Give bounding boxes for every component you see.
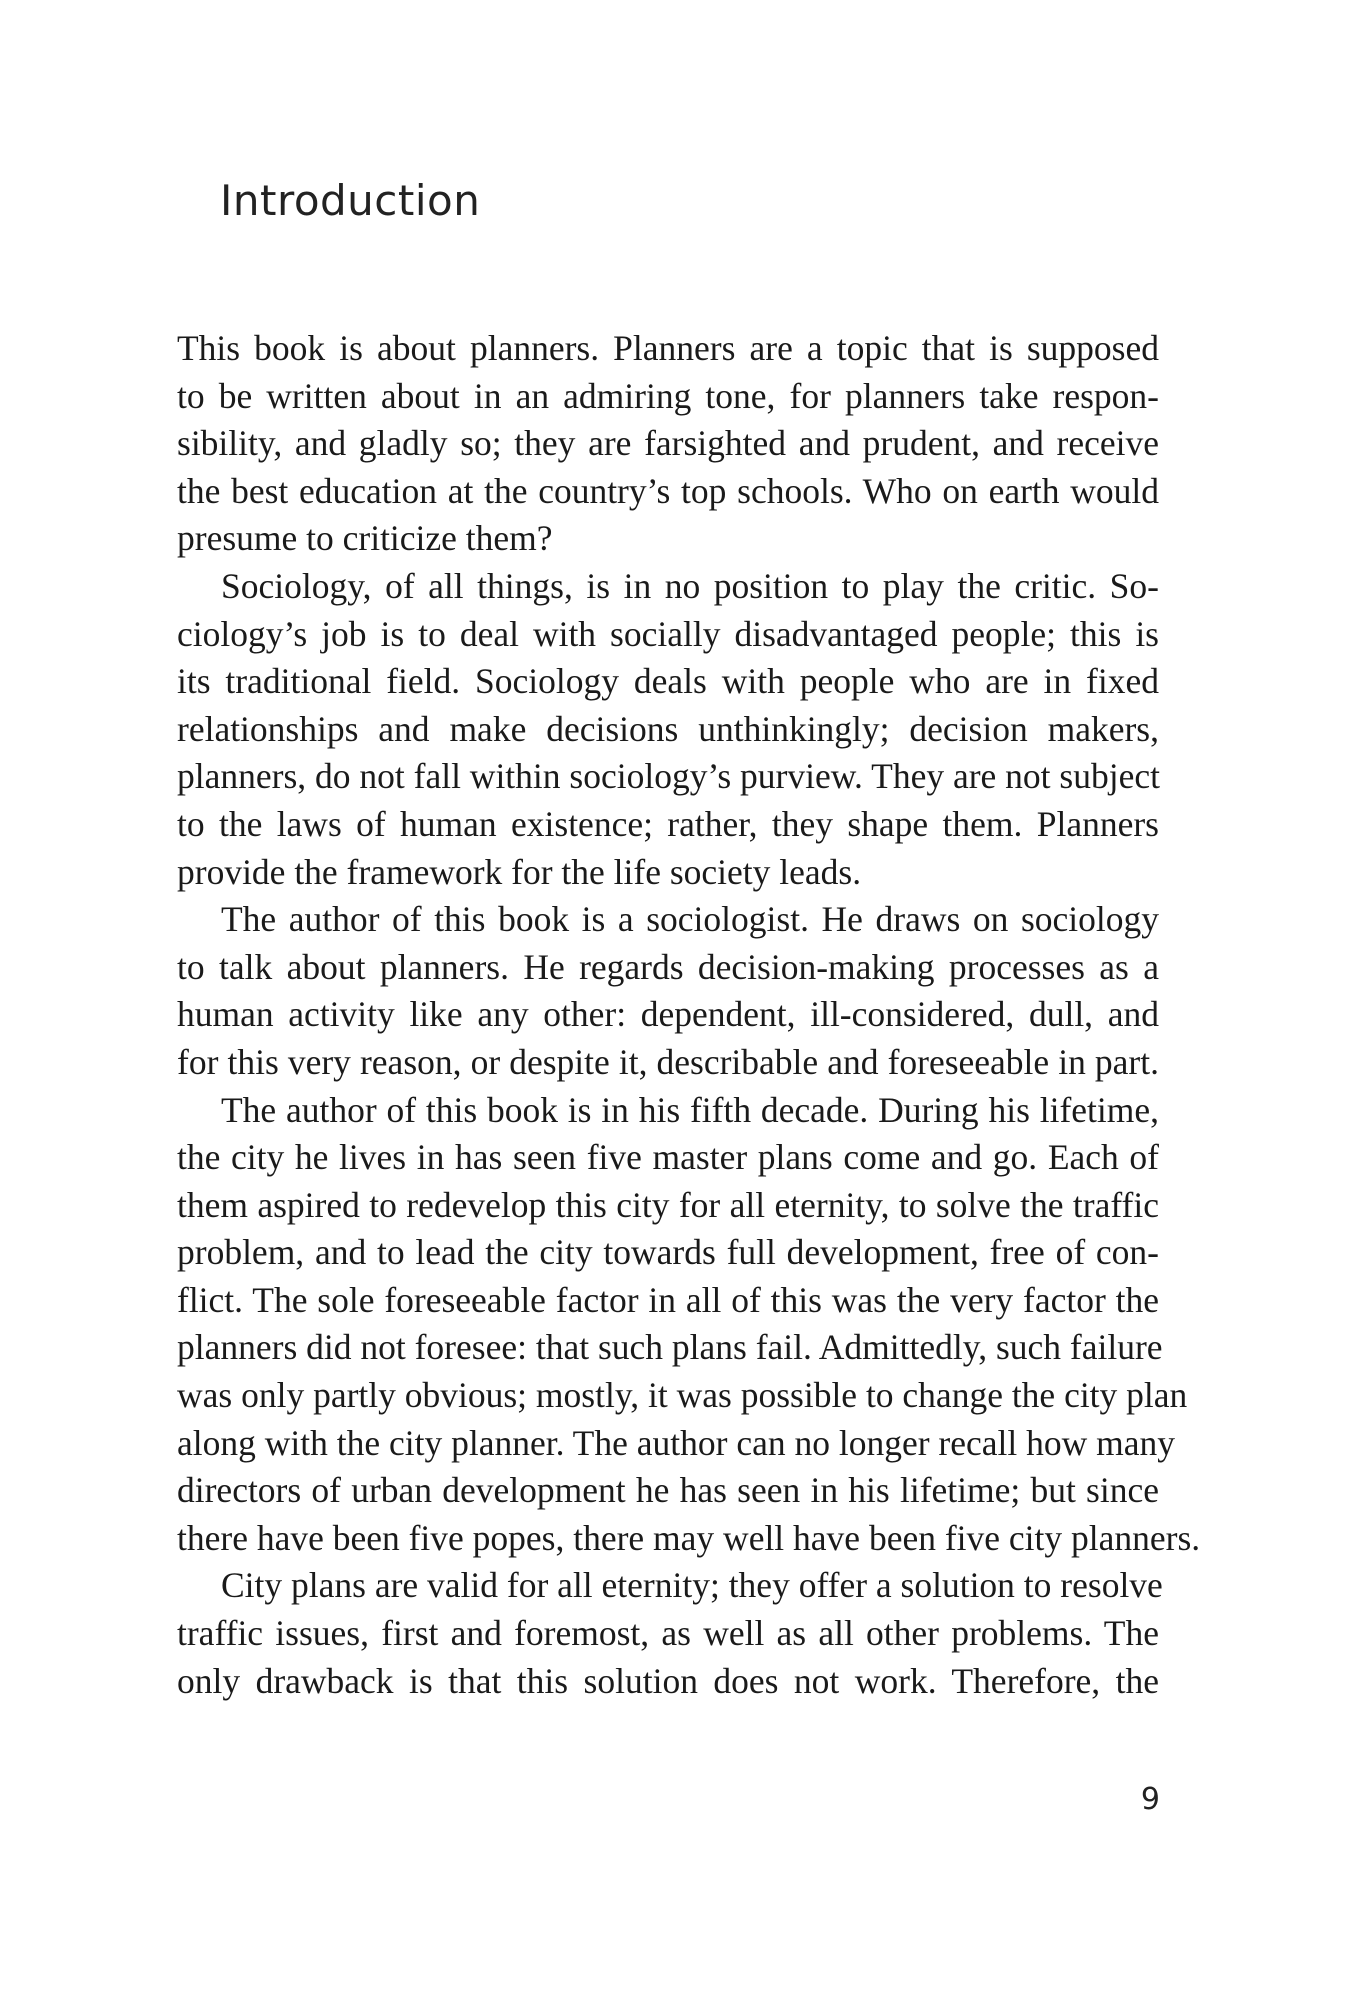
text-line: there have been five popes, there may well have been five city planners. [177,1517,1201,1558]
text-line: to the laws of human existence; rather, they shape them. Planners [177,803,1159,844]
text-line: planners, do not fall within sociology’s purview. They are not subject [177,756,1160,797]
text-line: directors of urban development he has seen in his lifetime; but since [177,1470,1159,1511]
text-line: only drawback is that this solution does not work. Therefore, the [177,1660,1159,1701]
text-line: sibility, and gladly so; they are farsighted and prudent, and receive [177,423,1159,464]
chapter-title: Introduction [220,176,481,225]
text-line: for this very reason, or despite it, describable and foreseeable in part. [177,1041,1159,1082]
text-line: The author of this book is a sociologist. He draws on sociology [221,899,1159,940]
body-text [177,325,1201,1705]
text-line: ciology’s job is to deal with socially disadvantaged people; this is [177,613,1159,654]
text-line: provide the framework for the life society leads. [177,851,862,892]
text-line: was only partly obvious; mostly, it was possible to change the city plan [177,1375,1188,1416]
text-line: City plans are valid for all eternity; they offer a solution to resolve [221,1565,1163,1606]
text-line: its traditional field. Sociology deals with people who are in fixed [177,661,1159,702]
text-line: presume to criticize them? [177,518,553,559]
text-line: relationships and make decisions unthinkingly; decision makers, [177,708,1159,749]
text-line: problem, and to lead the city towards full development, free of con- [177,1232,1159,1273]
page-number: 9 [1140,1782,1160,1817]
text-line: This book is about planners. Planners are a topic that is supposed [177,328,1159,368]
text-line: human activity like any other: dependent, ill-considered, dull, and [177,994,1159,1035]
text-line: to be written about in an admiring tone, for planners take respon- [177,375,1159,416]
text-line: The author of this book is in his fifth decade. During his lifetime, [221,1089,1159,1130]
text-line: traffic issues, first and foremost, as well as all other problems. The [177,1613,1159,1654]
text-line: planners did not foresee: that such plans fail. Admittedly, such failure [177,1327,1163,1368]
text-line: along with the city planner. The author can no longer recall how many [177,1422,1175,1463]
text-line: the best education at the country’s top schools. Who on earth would [177,470,1159,511]
text-line: Sociology, of all things, is in no position to play the critic. So- [221,565,1159,606]
text-line: the city he lives in has seen five master plans come and go. Each of [177,1137,1159,1178]
text-line: flict. The sole foreseeable factor in all of this was the very factor the [177,1279,1159,1320]
text-line: them aspired to redevelop this city for all eternity, to solve the traffic [177,1184,1159,1225]
text-line: to talk about planners. He regards decision-making processes as a [177,946,1159,987]
